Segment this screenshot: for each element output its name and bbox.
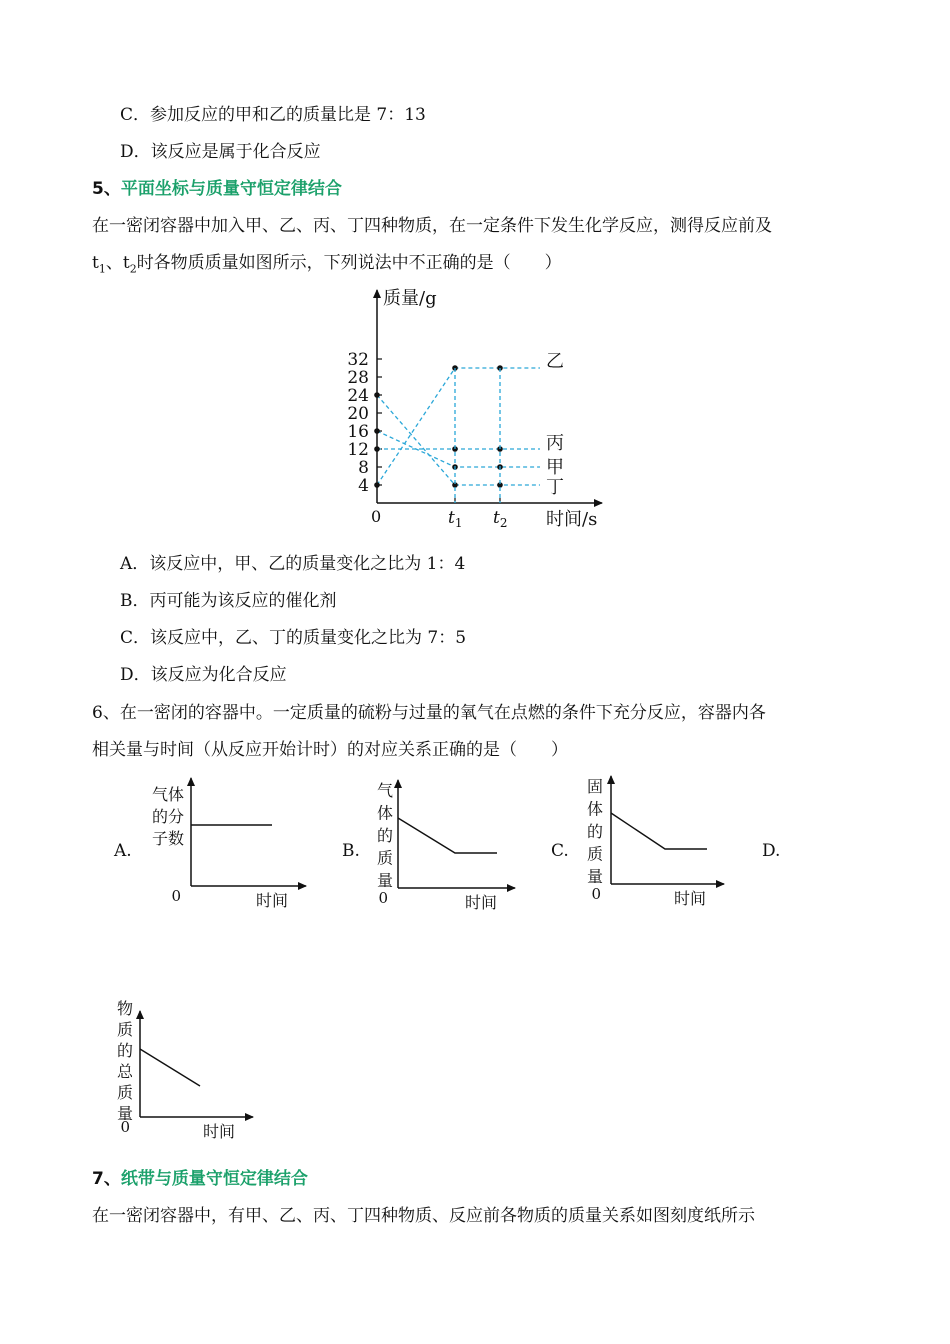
y-axis-label-line: 质 — [116, 1083, 134, 1102]
q7-number: 7、 — [92, 1169, 121, 1189]
data-point — [374, 392, 380, 398]
y-axis-label-line: 物 — [116, 999, 134, 1018]
origin-label: 0 — [171, 887, 181, 905]
data-point — [452, 464, 458, 470]
q6-graph-B — [342, 780, 515, 912]
y-tick-label: 28 — [347, 368, 369, 388]
y-tick-label: 8 — [358, 458, 369, 478]
x-axis-label: 时间 — [256, 891, 289, 910]
y-axis-label-line: 量 — [116, 1104, 134, 1123]
q5-sub1: 1 — [98, 262, 106, 276]
q6-stem-line1: 6、在一密闭的容器中。一定质量的硫粉与过量的氧气在点燃的条件下充分反应，容器内各 — [92, 703, 766, 723]
y-axis-label-line: 的分 — [151, 807, 185, 826]
graph-line — [398, 818, 497, 853]
q5-heading — [92, 178, 342, 200]
origin-label: 0 — [120, 1118, 130, 1136]
q6-graph-A — [113, 778, 306, 910]
graph-line — [140, 1049, 200, 1086]
q6-graph-D — [117, 841, 780, 1141]
y-tick-label: 32 — [347, 350, 369, 370]
series-label: 丙 — [546, 433, 564, 454]
q7-stem-line1: 在一密闭容器中，有甲、乙、丙、丁四种物质、反应前各物质的质量关系如图刻度纸所示 — [92, 1206, 755, 1226]
y-axis-label: 质量/g — [383, 288, 437, 309]
x-axis-label: 时间 — [465, 893, 498, 912]
q5-title: 平面坐标与质量守恒定律结合 — [120, 179, 342, 199]
y-axis-label-line: 质 — [586, 844, 604, 864]
q6-stem-line2: 相关量与时间（从反应开始计时）的对应关系正确的是（ ） — [92, 740, 568, 760]
q6-option-label: B. — [342, 841, 360, 861]
series-label: 甲 — [546, 457, 564, 478]
y-tick-label: 4 — [358, 476, 369, 496]
y-axis-label-line: 质 — [376, 848, 394, 868]
series-line-乙 — [377, 368, 540, 485]
y-axis-label-line: 量 — [586, 867, 604, 886]
data-point — [374, 428, 380, 434]
q5-stem-rest: 时各物质质量如图所示，下列说法中不正确的是（ ） — [136, 253, 562, 273]
q5-t: t — [92, 253, 99, 273]
q7-heading — [92, 1168, 308, 1190]
q6-option-label: D. — [762, 841, 781, 861]
y-axis-label-line: 固 — [586, 777, 604, 796]
q5-option-b: B．丙可能为该反应的催化剂 — [120, 591, 337, 611]
q5-option-c: C．该反应中，乙、丁的质量变化之比为 7：5 — [120, 628, 467, 648]
data-point — [452, 365, 458, 371]
q6-option-label: C. — [551, 841, 569, 861]
y-axis-label-line: 质 — [116, 1020, 134, 1039]
q5-t2: 、t — [105, 253, 130, 273]
y-axis-label-line: 气体 — [151, 785, 185, 804]
q5-number: 5、 — [92, 179, 121, 199]
origin-label: 0 — [371, 507, 382, 526]
data-point — [497, 365, 503, 371]
series-line-丁 — [377, 395, 540, 485]
q4-option-c: C．参加反应的甲和乙的质量比是 7：13 — [120, 105, 426, 125]
series-label: 丁 — [546, 477, 564, 498]
q7-title: 纸带与质量守恒定律结合 — [120, 1169, 308, 1189]
q6-graph-C — [551, 776, 724, 908]
y-axis-label-line: 总 — [116, 1062, 134, 1081]
origin-label: 0 — [378, 889, 388, 907]
y-axis-label-line: 子数 — [151, 829, 185, 848]
q5-stem-line2 — [92, 252, 562, 280]
y-axis-label-line: 体 — [376, 803, 394, 823]
x-axis-label: 时间 — [203, 1122, 236, 1141]
x-tick-label: $t_1$ — [448, 508, 463, 530]
data-point — [452, 482, 458, 488]
data-point — [497, 464, 503, 470]
data-point — [497, 446, 503, 452]
y-tick-label: 16 — [347, 422, 369, 442]
data-point — [497, 482, 503, 488]
y-axis-label-line: 体 — [586, 799, 604, 819]
origin-label: 0 — [591, 885, 601, 903]
q5-option-d: D．该反应为化合反应 — [120, 665, 287, 685]
data-point — [374, 446, 380, 452]
data-point — [374, 482, 380, 488]
y-axis-label-line: 量 — [376, 871, 394, 890]
y-axis-label-line: 的 — [586, 822, 604, 841]
y-tick-label: 12 — [347, 440, 369, 460]
y-axis-label-line: 的 — [116, 1041, 134, 1060]
data-point — [452, 446, 458, 452]
x-tick-label: $t_2$ — [493, 508, 508, 530]
x-axis-label: 时间/s — [546, 509, 598, 530]
y-axis-label-line: 气 — [376, 781, 394, 800]
series-label: 乙 — [546, 351, 564, 372]
q4-option-d: D．该反应是属于化合反应 — [120, 142, 321, 162]
q5-option-a: A．该反应中，甲、乙的质量变化之比为 1：4 — [120, 554, 466, 574]
y-tick-label: 20 — [347, 404, 369, 424]
y-axis-label-line: 的 — [376, 826, 394, 845]
y-tick-label: 24 — [347, 386, 369, 406]
series-line-甲 — [377, 431, 540, 467]
q6-option-label: A. — [114, 841, 132, 861]
q5-stem-line1: 在一密闭容器中加入甲、乙、丙、丁四种物质，在一定条件下发生化学反应，测得反应前及 — [92, 216, 772, 236]
q5-sub2: 2 — [129, 262, 137, 276]
x-axis-label: 时间 — [674, 889, 707, 908]
graph-line — [611, 813, 707, 849]
